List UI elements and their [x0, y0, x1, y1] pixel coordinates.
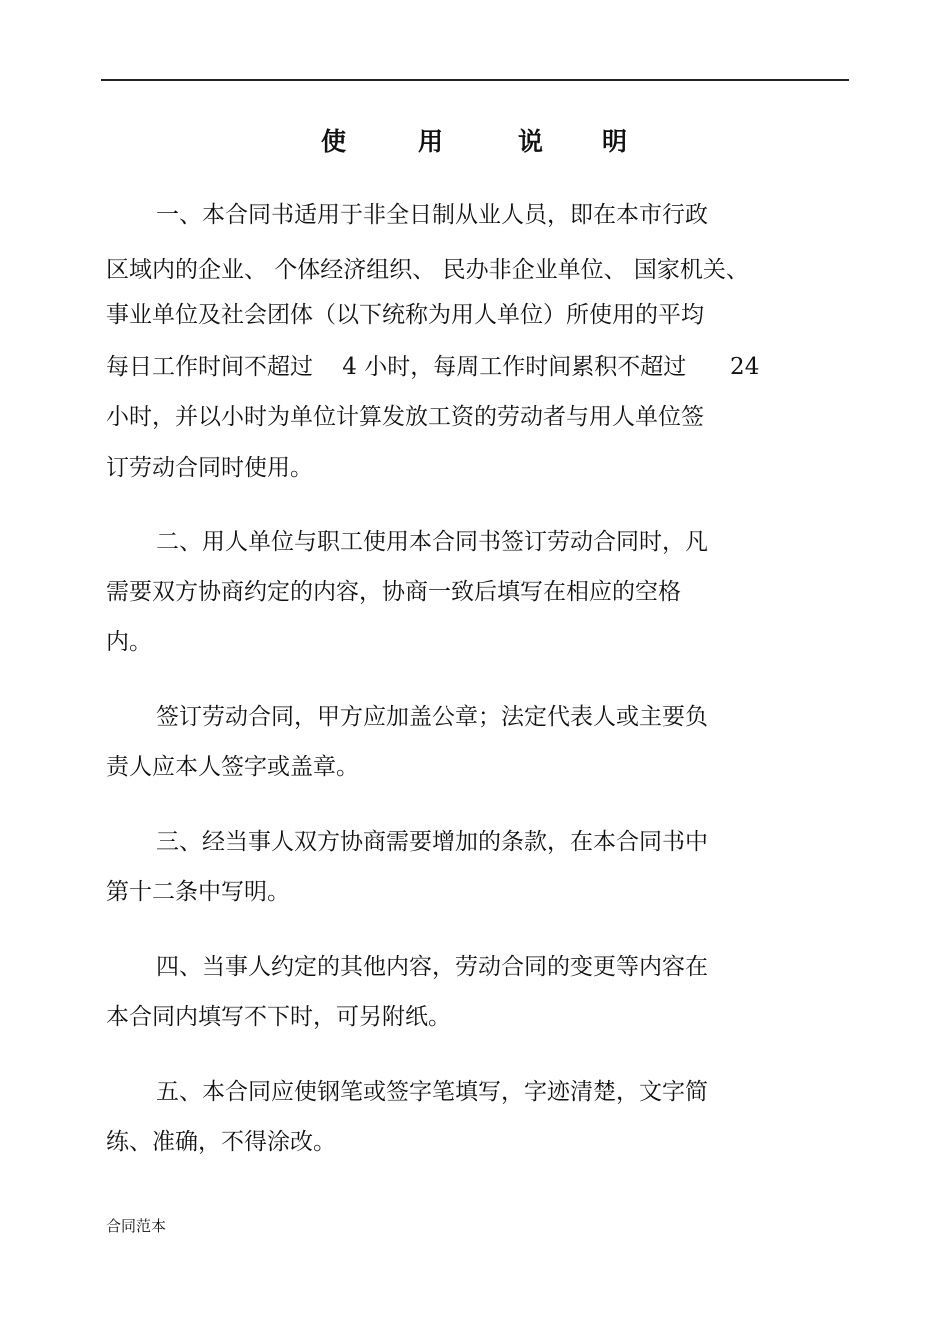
- paragraph-1-line: 小时，并以小时为单位计算发放工资的劳动者与用人单位签: [106, 404, 704, 430]
- paragraph-3-line: 签订劳动合同，甲方应加盖公章；法定代表人或主要负: [156, 704, 708, 730]
- paragraph-2-line: 二、用人单位与职工使用本合同书签订劳动合同时，凡: [156, 529, 708, 555]
- paragraph-1-line: 一、本合同书适用于非全日制从业人员，即在本市行政: [156, 202, 708, 228]
- title-char: 明: [602, 127, 628, 156]
- paragraph-1-line: 每日工作时间不超过 4 小时，每周工作时间累积不超过 24: [106, 354, 760, 380]
- paragraph-5-line: 四、当事人约定的其他内容，劳动合同的变更等内容在: [156, 954, 708, 980]
- title-char: 说: [518, 127, 544, 156]
- paragraph-4-line: 第十二条中写明。: [106, 879, 290, 905]
- paragraph-4-line: 三、经当事人双方协商需要增加的条款，在本合同书中: [156, 829, 708, 855]
- paragraph-2-line: 需要双方协商约定的内容，协商一致后填写在相应的空格: [106, 579, 681, 605]
- paragraph-1-line: 区域内的企业、 个体经济组织、 民办非企业单位、 国家机关、: [106, 257, 749, 283]
- page-title: [0, 124, 950, 160]
- title-char: 用: [418, 127, 444, 156]
- paragraph-6-line: 练、准确，不得涂改。: [106, 1129, 336, 1155]
- header-divider: [101, 79, 849, 81]
- page-footer: 合同范本: [106, 1217, 167, 1235]
- paragraph-5-line: 本合同内填写不下时，可另附纸。: [106, 1004, 451, 1030]
- paragraph-3-line: 责人应本人签字或盖章。: [106, 754, 359, 780]
- paragraph-1-line: 事业单位及社会团体（以下统称为用人单位）所使用的平均: [106, 302, 704, 328]
- paragraph-6-line: 五、本合同应使钢笔或签字笔填写，字迹清楚，文字简: [156, 1079, 708, 1105]
- paragraph-1-line: 订劳动合同时使用。: [106, 455, 313, 481]
- title-char: 使: [321, 127, 347, 156]
- paragraph-2-line: 内。: [106, 629, 152, 655]
